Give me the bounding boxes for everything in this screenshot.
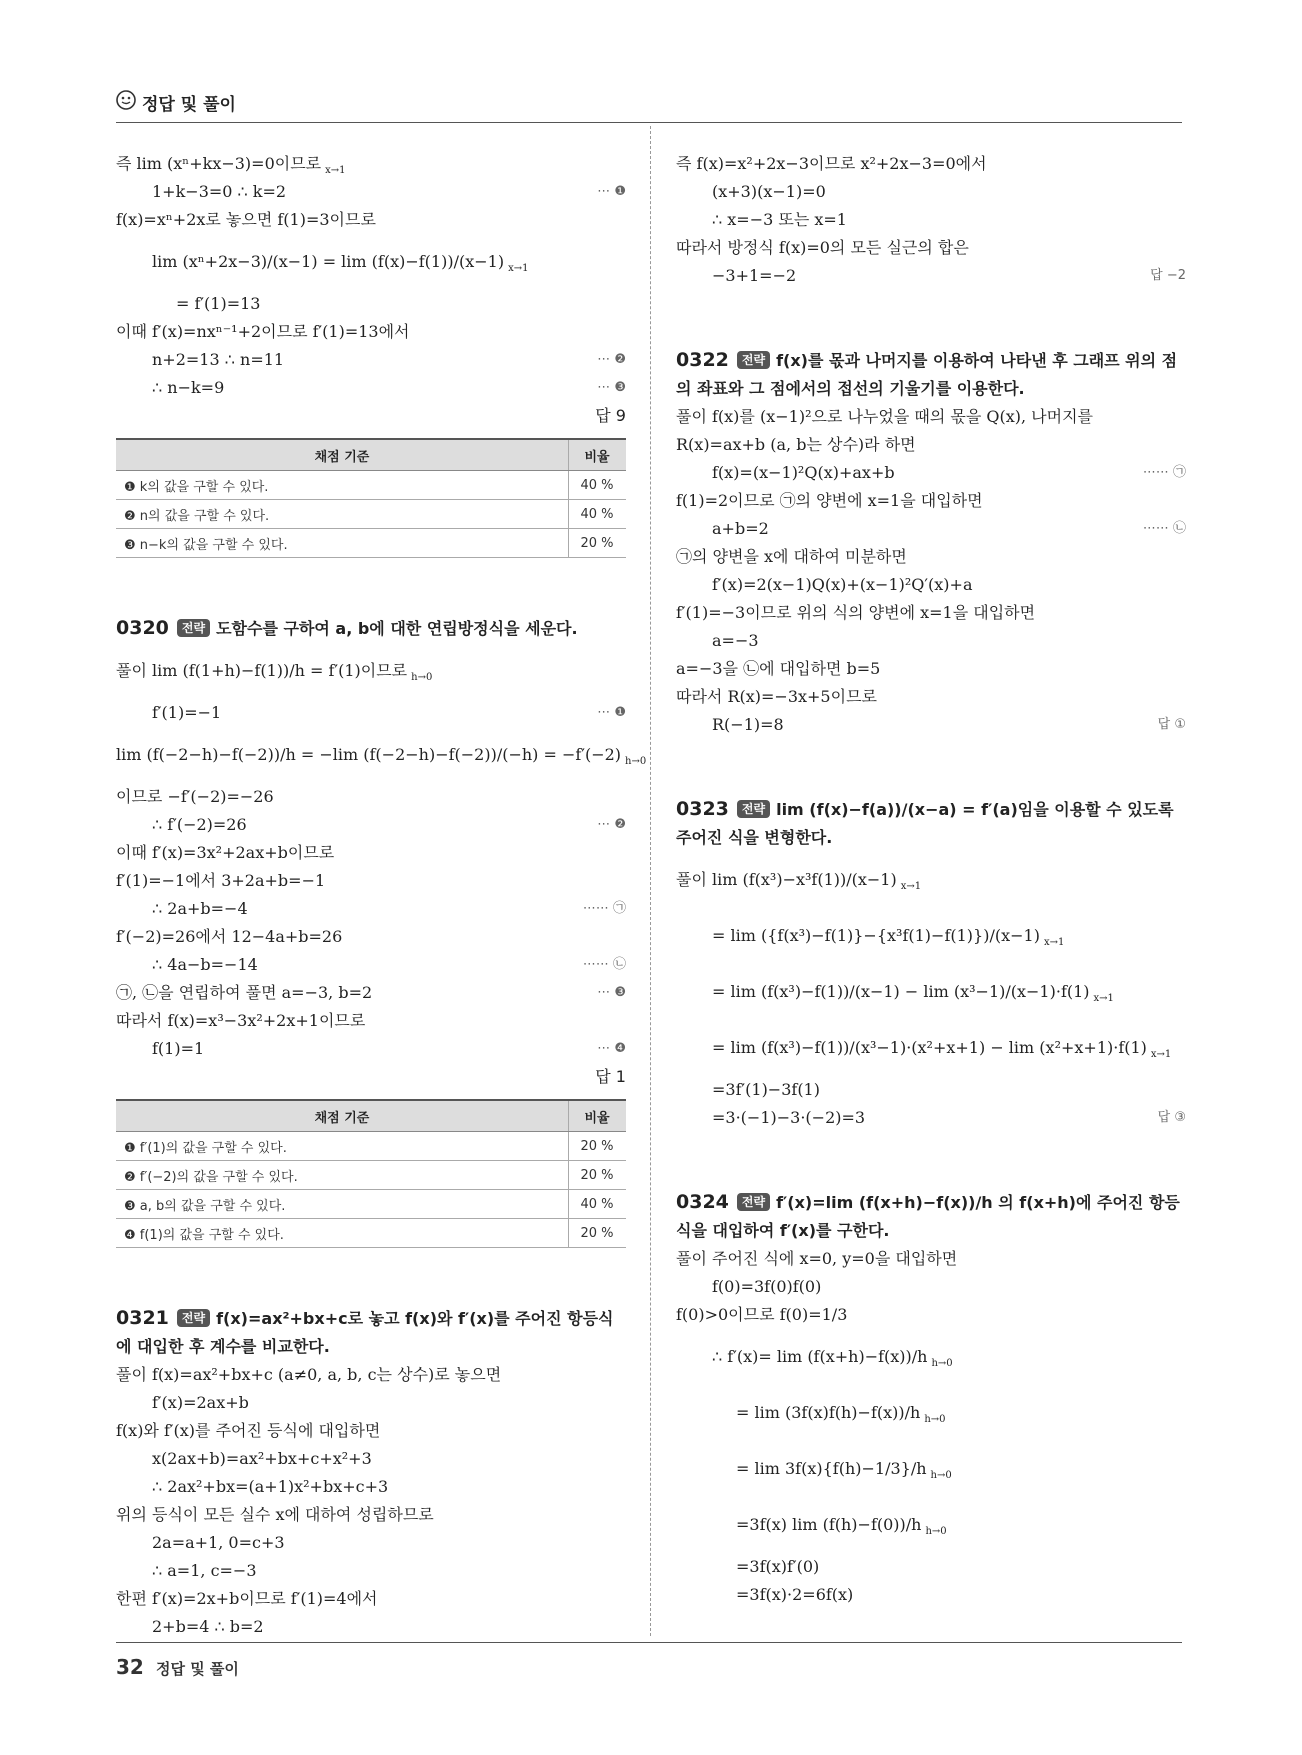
solution-line: [676, 599, 1186, 627]
footer-title: 정답 및 풀이: [156, 1660, 239, 1678]
line-text: (x+3)(x−1)=0: [712, 182, 826, 201]
problem-number: 0320: [116, 617, 169, 639]
line-text: 풀이 lim (f(1+h)−f(1))/h = f′(1)이므로: [116, 661, 408, 680]
solution-line: [676, 683, 1186, 711]
problem-0324-heading: [676, 1188, 1186, 1245]
line-text: 답 9: [595, 406, 626, 425]
line-text: = lim (f(x³)−f(1))/(x−1) − lim (x³−1)/(x−1)·f(1): [712, 982, 1090, 1001]
rubric-header-criteria: 채점 기준: [116, 1100, 569, 1132]
rubric-criteria: ❹ f(1)의 값을 구할 수 있다.: [116, 1219, 569, 1248]
line-text: = lim 3f(x){f(h)−1/3}/h: [736, 1459, 927, 1478]
line-text: 풀이 lim (f(x³)−x³f(1))/(x−1): [676, 870, 897, 889]
solution-line: [116, 318, 626, 346]
solution-line: [676, 711, 1186, 739]
solution-line: [676, 852, 1186, 908]
solution-line: [676, 431, 1186, 459]
line-text: 이므로 −f′(−2)=−26: [116, 787, 274, 806]
problem-0321-heading: [116, 1304, 626, 1361]
line-text: 따라서 f(x)=x³−3x²+2x+1이므로: [116, 1011, 366, 1030]
right-top-lines: [676, 150, 1186, 290]
rubric-header-ratio: 비율: [569, 439, 627, 471]
line-text: = lim ({f(x³)−f(1)}−{x³f(1)−f(1)})/(x−1): [712, 926, 1040, 945]
line-text: f(x)=xⁿ+2x로 놓으면 f(1)=3이므로: [116, 210, 376, 229]
limit-subscript: h→0: [924, 1414, 946, 1426]
limit-subscript: h→0: [925, 1526, 947, 1538]
limit-subscript: x→1: [1093, 993, 1114, 1005]
solution-line: [116, 402, 626, 430]
problem-number: 0323: [676, 798, 729, 820]
line-text: f′(1)=−3이므로 위의 식의 양변에 x=1을 대입하면: [676, 603, 1036, 622]
strategy-badge: 전략: [737, 800, 770, 818]
line-text: −3+1=−2: [712, 266, 797, 285]
solution-line: [676, 1553, 1186, 1581]
line-text: 즉 f(x)=x²+2x−3이므로 x²+2x−3=0에서: [676, 154, 987, 173]
right-column: [676, 150, 1186, 1609]
line-text: 2+b=4 ∴ b=2: [152, 1617, 264, 1636]
line-text: = f′(1)=13: [176, 294, 261, 313]
solution-line: [116, 1389, 626, 1417]
line-text: x(2ax+b)=ax²+bx+c+x²+3: [152, 1449, 372, 1468]
step-marker: ⋯⋯ ㉡: [582, 957, 626, 972]
line-text: f′(1)=−1에서 3+2a+b=−1: [116, 871, 326, 890]
line-text: ∴ a=1, c=−3: [152, 1561, 257, 1580]
rubric-row: [116, 1190, 626, 1219]
line-text: a=−3: [712, 631, 759, 650]
rubric-row: [116, 500, 626, 529]
rubric-ratio: 20 %: [569, 1219, 627, 1248]
page-footer: [116, 1642, 1182, 1703]
problem-0322-heading: [676, 346, 1186, 403]
solution-line: [676, 964, 1186, 1020]
limit-subscript: h→0: [411, 672, 433, 684]
line-text: a=−3을 ㉡에 대입하면 b=5: [676, 659, 881, 678]
problem-0323-heading: [676, 795, 1186, 852]
problem-number: 0322: [676, 349, 729, 371]
line-text: ∴ 2ax²+bx=(a+1)x²+bx+c+3: [152, 1477, 389, 1496]
solution-line: [676, 1020, 1186, 1076]
solution-line: [676, 571, 1186, 599]
step-marker: 답 ③: [1157, 1110, 1186, 1125]
problem-0322-solution: [676, 403, 1186, 739]
solution-line: [676, 1104, 1186, 1132]
rubric-row: [116, 471, 626, 500]
limit-subscript: x→1: [900, 881, 922, 893]
solution-line: [116, 1445, 626, 1473]
rubric-criteria: ❶ f′(1)의 값을 구할 수 있다.: [116, 1132, 569, 1161]
line-text: a+b=2: [712, 519, 769, 538]
solution-line: [116, 1063, 626, 1091]
solution-line: [116, 234, 626, 290]
step-marker: ⋯ ❸: [597, 380, 626, 395]
rubric-table-0320: [116, 1099, 626, 1248]
solution-line: [116, 206, 626, 234]
strategy-badge: 전략: [737, 351, 770, 369]
solution-line: [116, 839, 626, 867]
solution-line: [116, 1361, 626, 1389]
solution-line: [676, 262, 1186, 290]
solution-line: [116, 1613, 626, 1641]
line-text: 이때 f′(x)=3x²+2ax+b이므로: [116, 843, 335, 862]
rubric-header-criteria: 채점 기준: [116, 439, 569, 471]
line-text: 1+k−3=0 ∴ k=2: [152, 182, 287, 201]
problem-number: 0324: [676, 1191, 729, 1213]
line-text: =3f(x)f′(0): [736, 1557, 820, 1576]
line-text: ㉠, ㉡을 연립하여 풀면 a=−3, b=2: [116, 983, 373, 1002]
line-text: f(x)=(x−1)²Q(x)+ax+b: [712, 463, 895, 482]
solution-line: [676, 150, 1186, 178]
solution-line: [676, 515, 1186, 543]
line-text: R(x)=ax+b (a, b는 상수)라 하면: [676, 435, 916, 454]
rubric-ratio: 20 %: [569, 1132, 627, 1161]
rubric-ratio: 40 %: [569, 471, 627, 500]
problem-0323-solution: [676, 852, 1186, 1132]
step-marker: 답 −2: [1150, 268, 1186, 283]
solution-line: [116, 643, 626, 699]
solution-line: [676, 1385, 1186, 1441]
strategy-text: lim (f(x)−f(a))/(x−a) = f′(a)임을 이용할 수 있도록 주어진 식을 변형한다.: [676, 800, 1174, 847]
strategy-badge: 전략: [737, 1193, 770, 1211]
line-text: f(x)와 f′(x)를 주어진 등식에 대입하면: [116, 1421, 381, 1440]
solution-line: [676, 1581, 1186, 1609]
line-text: 2a=a+1, 0=c+3: [152, 1533, 285, 1552]
line-text: = lim (3f(x)f(h)−f(x))/h: [736, 1403, 921, 1422]
solution-line: [676, 655, 1186, 683]
strategy-text: f′(x)=lim (f(x+h)−f(x))/h 의 f(x+h)에 주어진 항등식을 대입하여 f′(x)를 구한다.: [676, 1193, 1180, 1240]
solution-line: [116, 783, 626, 811]
line-text: ∴ f′(x)= lim (f(x+h)−f(x))/h: [712, 1347, 928, 1366]
solution-line: [676, 234, 1186, 262]
solution-line: [116, 150, 626, 178]
rubric-ratio: 40 %: [569, 1190, 627, 1219]
rubric-row: [116, 1132, 626, 1161]
problem-number: 0321: [116, 1307, 169, 1329]
solution-line: [116, 374, 626, 402]
line-text: 따라서 R(x)=−3x+5이므로: [676, 687, 877, 706]
line-text: 풀이 f(x)를 (x−1)²으로 나누었을 때의 몫을 Q(x), 나머지를: [676, 407, 1094, 426]
solution-line: [676, 403, 1186, 431]
problem-0324-solution: [676, 1245, 1186, 1609]
line-text: lim (f(−2−h)−f(−2))/h = −lim (f(−2−h)−f(−2))/(−h) = −f′(−2): [116, 745, 622, 764]
solution-line: [676, 1245, 1186, 1273]
solution-line: [116, 1557, 626, 1585]
strategy-text: f(x)=ax²+bx+c로 놓고 f(x)와 f′(x)를 주어진 항등식에 대입한 후 계수를 비교한다.: [116, 1309, 614, 1356]
line-text: =3f(x) lim (f(h)−f(0))/h: [736, 1515, 922, 1534]
line-text: ∴ 2a+b=−4: [152, 899, 248, 918]
limit-subscript: x→1: [325, 165, 346, 177]
solution-line: [676, 178, 1186, 206]
limit-subscript: x→1: [1043, 937, 1065, 949]
limit-subscript: x→1: [508, 263, 529, 275]
line-text: f(1)=2이므로 ㉠의 양변에 x=1을 대입하면: [676, 491, 983, 510]
solution-line: [676, 1076, 1186, 1104]
step-marker: ⋯ ❹: [597, 1041, 626, 1056]
rubric-header-ratio: 비율: [569, 1100, 627, 1132]
solution-line: [116, 1007, 626, 1035]
line-text: 즉 lim (xⁿ+kx−3)=0이므로: [116, 154, 322, 173]
step-marker: ⋯ ❶: [597, 705, 626, 720]
solution-line: [676, 627, 1186, 655]
solution-line: [676, 1441, 1186, 1497]
limit-subscript: h→0: [930, 1470, 952, 1482]
line-text: f′(x)=2ax+b: [152, 1393, 249, 1412]
solution-line: [116, 699, 626, 727]
problem-0320-heading: [116, 614, 626, 643]
solution-line: [676, 1329, 1186, 1385]
strategy-badge: 전략: [177, 1309, 210, 1327]
line-text: f′(−2)=26에서 12−4a+b=26: [116, 927, 343, 946]
solution-line: [676, 908, 1186, 964]
line-text: R(−1)=8: [712, 715, 784, 734]
step-marker: ⋯⋯ ㉠: [1142, 465, 1186, 480]
step-marker: 답 ①: [1157, 717, 1186, 732]
rubric-criteria: ❸ n−k의 값을 구할 수 있다.: [116, 529, 569, 558]
solution-line: [116, 1585, 626, 1613]
limit-subscript: h→0: [931, 1358, 953, 1370]
step-marker: ⋯ ❷: [597, 817, 626, 832]
line-text: ∴ 4a−b=−14: [152, 955, 258, 974]
rubric-criteria: ❷ n의 값을 구할 수 있다.: [116, 500, 569, 529]
step-marker: ⋯ ❸: [597, 985, 626, 1000]
solution-line: [116, 1035, 626, 1063]
rubric-ratio: 20 %: [569, 1161, 627, 1190]
rubric-row: [116, 529, 626, 558]
solution-line: [116, 178, 626, 206]
page-header: [116, 88, 1182, 123]
solution-line: [116, 811, 626, 839]
page-number: 32: [116, 1655, 144, 1679]
line-text: 한편 f′(x)=2x+b이므로 f′(1)=4에서: [116, 1589, 378, 1608]
solution-line: [116, 951, 626, 979]
strategy-text: 도함수를 구하여 a, b에 대한 연립방정식을 세운다.: [216, 619, 578, 638]
line-text: 따라서 방정식 f(x)=0의 모든 실근의 합은: [676, 238, 969, 257]
line-text: f′(1)=−1: [152, 703, 222, 722]
rubric-criteria: ❷ f′(−2)의 값을 구할 수 있다.: [116, 1161, 569, 1190]
solution-line: [676, 459, 1186, 487]
smiley-logo-icon: [116, 90, 136, 110]
solution-line: [676, 487, 1186, 515]
line-text: ∴ x=−3 또는 x=1: [712, 210, 847, 229]
solution-line: [116, 1501, 626, 1529]
solution-line: [116, 346, 626, 374]
strategy-text: f(x)를 몫과 나머지를 이용하여 나타낸 후 그래프 위의 점의 좌표와 그 점에서의 접선의 기울기를 이용한다.: [676, 351, 1178, 398]
solution-line: [676, 543, 1186, 571]
step-marker: ⋯⋯ ㉡: [1142, 521, 1186, 536]
solution-line: [676, 1273, 1186, 1301]
step-marker: ⋯ ❶: [597, 184, 626, 199]
line-text: ∴ f′(−2)=26: [152, 815, 247, 834]
line-text: n+2=13 ∴ n=11: [152, 350, 285, 369]
solution-line: [116, 867, 626, 895]
solution-line: [116, 923, 626, 951]
line-text: ∴ n−k=9: [152, 378, 225, 397]
rubric-ratio: 20 %: [569, 529, 627, 558]
solution-line: [116, 895, 626, 923]
problem-0321-solution: [116, 1361, 626, 1641]
line-text: lim (xⁿ+2x−3)/(x−1) = lim (f(x)−f(1))/(x−1): [152, 252, 505, 271]
solution-line: [676, 1301, 1186, 1329]
solution-line: [116, 1417, 626, 1445]
column-divider: [650, 126, 651, 1636]
line-text: f′(x)=2(x−1)Q(x)+(x−1)²Q′(x)+a: [712, 575, 973, 594]
line-text: =3f(x)·2=6f(x): [736, 1585, 854, 1604]
solution-line: [116, 1473, 626, 1501]
limit-subscript: h→0: [625, 756, 647, 768]
line-text: =3f′(1)−3f(1): [712, 1080, 820, 1099]
solution-line: [676, 1497, 1186, 1553]
line-text: f(0)=3f(0)f(0): [712, 1277, 822, 1296]
header-title: 정답 및 풀이: [142, 95, 236, 115]
step-marker: ⋯⋯ ㉠: [582, 901, 626, 916]
line-text: f(1)=1: [152, 1039, 205, 1058]
line-text: 풀이 주어진 식에 x=0, y=0을 대입하면: [676, 1249, 958, 1268]
line-text: f(0)>0이므로 f(0)=1/3: [676, 1305, 848, 1324]
step-marker: ⋯ ❷: [597, 352, 626, 367]
rubric-row: [116, 1219, 626, 1248]
line-text: 답 1: [595, 1067, 626, 1086]
limit-subscript: x→1: [1150, 1049, 1172, 1061]
line-text: ㉠의 양변을 x에 대하여 미분하면: [676, 547, 907, 566]
solution-line: [676, 206, 1186, 234]
left-top-lines: [116, 150, 626, 430]
solution-line: [116, 979, 626, 1007]
strategy-badge: 전략: [177, 619, 210, 637]
solution-line: [116, 1529, 626, 1557]
rubric-criteria: ❸ a, b의 값을 구할 수 있다.: [116, 1190, 569, 1219]
line-text: = lim (f(x³)−f(1))/(x³−1)·(x²+x+1) − lim (x²+x+1)·f(1): [712, 1038, 1147, 1057]
line-text: 이때 f′(x)=nxⁿ⁻¹+2이므로 f′(1)=13에서: [116, 322, 410, 341]
rubric-table-0319: [116, 438, 626, 558]
solution-line: [116, 290, 626, 318]
line-text: 위의 등식이 모든 실수 x에 대하여 성립하므로: [116, 1505, 434, 1524]
rubric-criteria: ❶ k의 값을 구할 수 있다.: [116, 471, 569, 500]
rubric-ratio: 40 %: [569, 500, 627, 529]
line-text: 풀이 f(x)=ax²+bx+c (a≠0, a, b, c는 상수)로 놓으면: [116, 1365, 502, 1384]
line-text: =3·(−1)−3·(−2)=3: [712, 1108, 866, 1127]
rubric-row: [116, 1161, 626, 1190]
